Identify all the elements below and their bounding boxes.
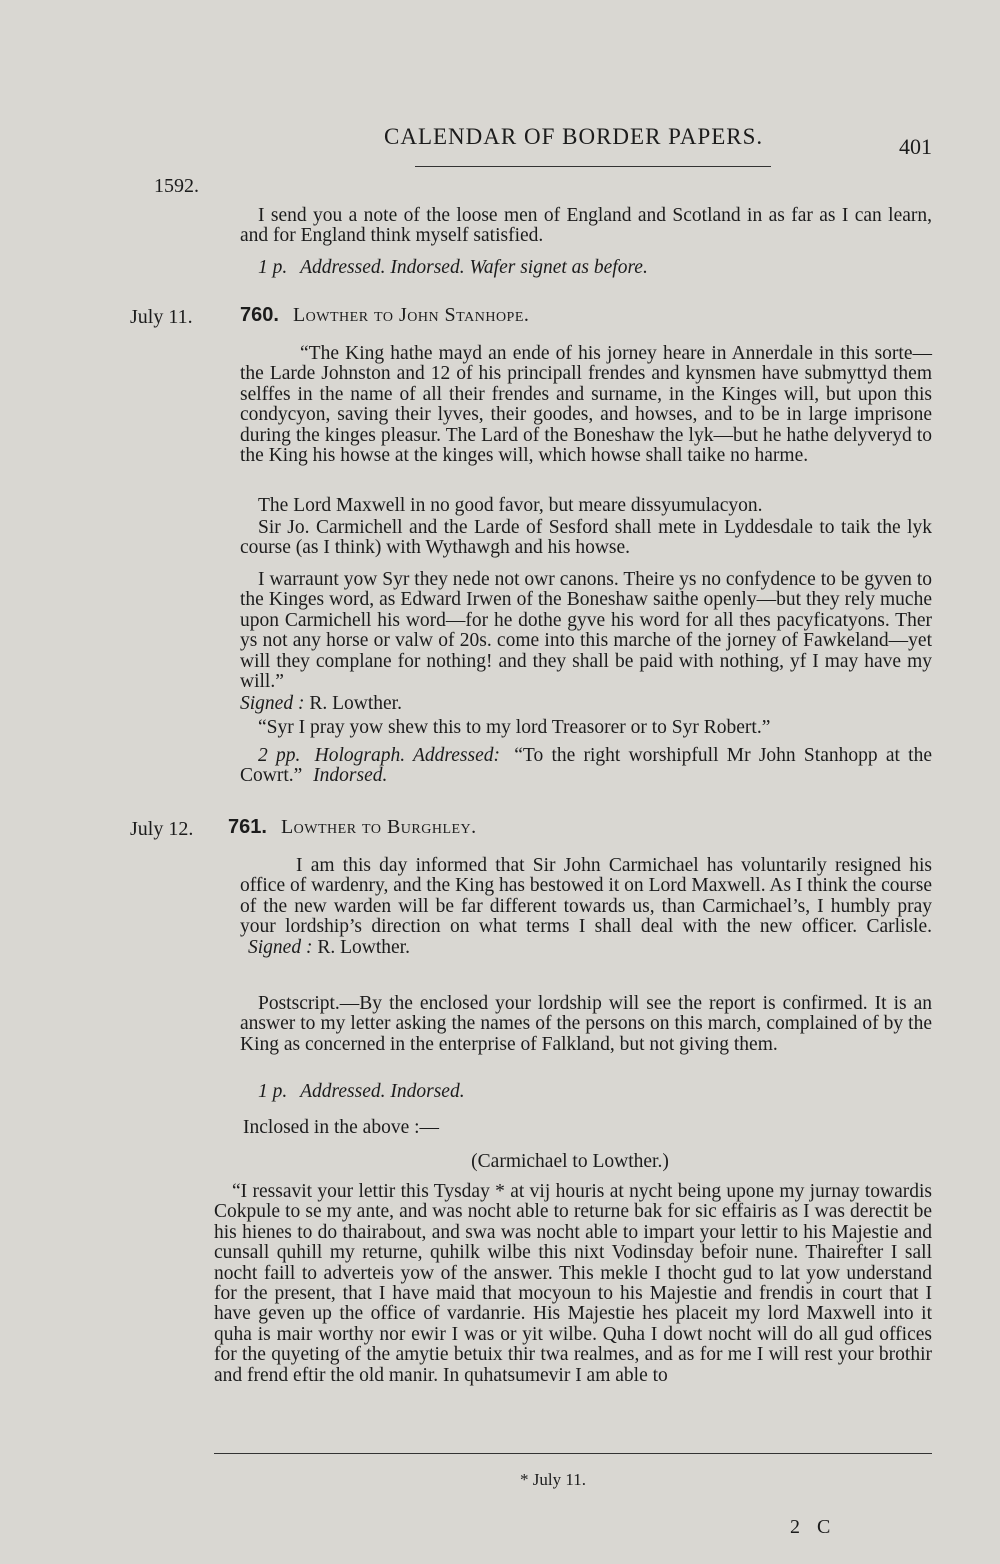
entry-760-note-pages: 2 pp. <box>258 745 301 766</box>
enclosure-intro: Inclosed in the above :— <box>243 1117 440 1138</box>
entry-761-signed-label: Signed : <box>248 936 313 958</box>
entry-760-date: July 11. <box>130 306 193 328</box>
entry-760-paragraph-1: “The King hathe mayd an ende of his jorney heare in Annerdale in this sorte—the Larde Johnston and 12 of his principall frendes and kynsmen have submyttyd them selffes in the name of all their frendes and surname, in the Kinges will, but upon this condycyon, saving their lyves, their goodes, and howses, and to be in large imprisone during the kinges pleasur. The Lard of the Boneshaw the lyk—but he hathe delyveryd to the King his howse at the kinges will, which howse shall taike no harme. <box>240 343 932 467</box>
page-number: 401 <box>899 134 932 159</box>
intro-note-text: Addressed. Indorsed. Wafer signet as before. <box>300 257 648 278</box>
entry-760-signed-label: Signed : <box>240 693 305 714</box>
entry-760-paragraph-3: Sir Jo. Carmichell and the Larde of Sesford shall mete in Lyddesdale to taik the lyk course (as I think) with Wythawgh and his howse. <box>240 517 932 559</box>
entry-761-heading <box>228 816 477 839</box>
entry-760-note <box>240 746 932 787</box>
entry-760-signature <box>240 694 932 714</box>
footnote: * July 11. <box>520 1470 586 1489</box>
intro-note-pages: 1 p. <box>258 257 288 278</box>
enclosure-title: (Carmichael to Lowther.) <box>471 1151 669 1172</box>
entry-760-title: Lowther to John Stanhope. <box>292 304 530 326</box>
entry-760-note-holograph: Holograph. Addressed: <box>314 745 500 766</box>
entry-761-paragraph-1 <box>240 856 932 958</box>
entry-761-note-pages: 1 p. <box>258 1081 288 1102</box>
entry-761-date: July 12. <box>130 818 194 840</box>
margin-year: 1592. <box>154 175 199 197</box>
entry-761-postscript: Postscript.—By the enclosed your lordship will see the report is confirmed. It is an answer to my letter asking the names of the persons on this march, complained of by the King as concerned in the enterprise of Falkland, but not giving them. <box>240 993 932 1055</box>
entry-760-number: 760. <box>240 304 279 326</box>
entry-760-signed-name: R. Lowther. <box>309 693 402 714</box>
header-rule <box>415 166 771 167</box>
entry-761-note <box>240 1082 932 1102</box>
entry-760-paragraph-5: “Syr I pray yow shew this to my lord Treasorer or to Syr Robert.” <box>258 717 771 738</box>
entry-761-title: Lowther to Burghley. <box>280 816 477 838</box>
entry-760-paragraph-2: The Lord Maxwell in no good favor, but meare dissyumulacyon. <box>258 495 763 516</box>
entry-760-note-indorsed: Indorsed. <box>313 765 388 787</box>
intro-paragraph: I send you a note of the loose men of England and Scotland in as far as I can learn, and for England think myself satisfied. <box>240 205 932 247</box>
running-header-title: CALENDAR OF BORDER PAPERS. <box>384 124 764 149</box>
entry-761-note-text: Addressed. Indorsed. <box>300 1081 465 1102</box>
entry-760-note-address: “To the right worshipfull Mr John Stanhopp at the Cowrt.” <box>240 745 932 787</box>
signature-mark: 2 C <box>790 1516 837 1538</box>
entry-761-number: 761. <box>228 816 267 838</box>
intro-note <box>240 258 932 278</box>
entry-760-paragraph-4: I warraunt yow Syr they nede not owr canons. Theire ys no confydence to be gyven to the Kinges word, as Edward Irwen of the Boneshaw saithe openly—but they rely muche upon Carmichell his word—for he dothe gyve his word for all thes pacyficatyons. Ther ys not any horse or valw of 20s. come into this marche of the jorney of Fawkeland—yet will they complane for nothing! and they shall be paid with nothing, yf I may have my will.” <box>240 569 932 693</box>
enclosure-letter: “I ressavit your lettir this Tysday * at vij houris at nycht being upone my jurnay towardis Cokpule to se my ante, and was nocht able to returne bak for sic effairis as I was derectit be his hienes to do thairabout, and swa was nocht able to impart your lettir to his Majestie and cunsall quhill my returne, quhilk wilbe this nixt Vodinsday befoir nune. Thairefter I sall nocht faill to adverteis yow of the answer. This mekle I thocht gud to lat yow understand for the present, that I have maid that mocyoun to his Majestie and frendis in court that I have geven up the office of vardanrie. His Majestie hes placeit my lord Maxwell into it quha is mair worthy nor ewir I was or yit wilbe. Quha I dowt nocht will do all gud offices for the quyeting of the amytie betuix thir twa realmes, and as for me I will rest your brothir and frend eftir the old manir. In quhatsumevir I am able to <box>214 1181 932 1386</box>
entry-760-heading <box>240 304 529 327</box>
entry-761-signed-name: R. Lowther. <box>317 936 410 958</box>
footnote-rule <box>214 1453 932 1454</box>
entry-761-paragraph-1-text: I am this day informed that Sir John Carmichael has voluntarily resigned his office of wardenry, and the King has bestowed it on Lord Maxwell. As I think the course of the new warden will be far different towards us, than Carmichael’s, I humbly pray your lordship’s direction on what terms I shall deal with the new officer. Carlisle. <box>240 855 932 938</box>
